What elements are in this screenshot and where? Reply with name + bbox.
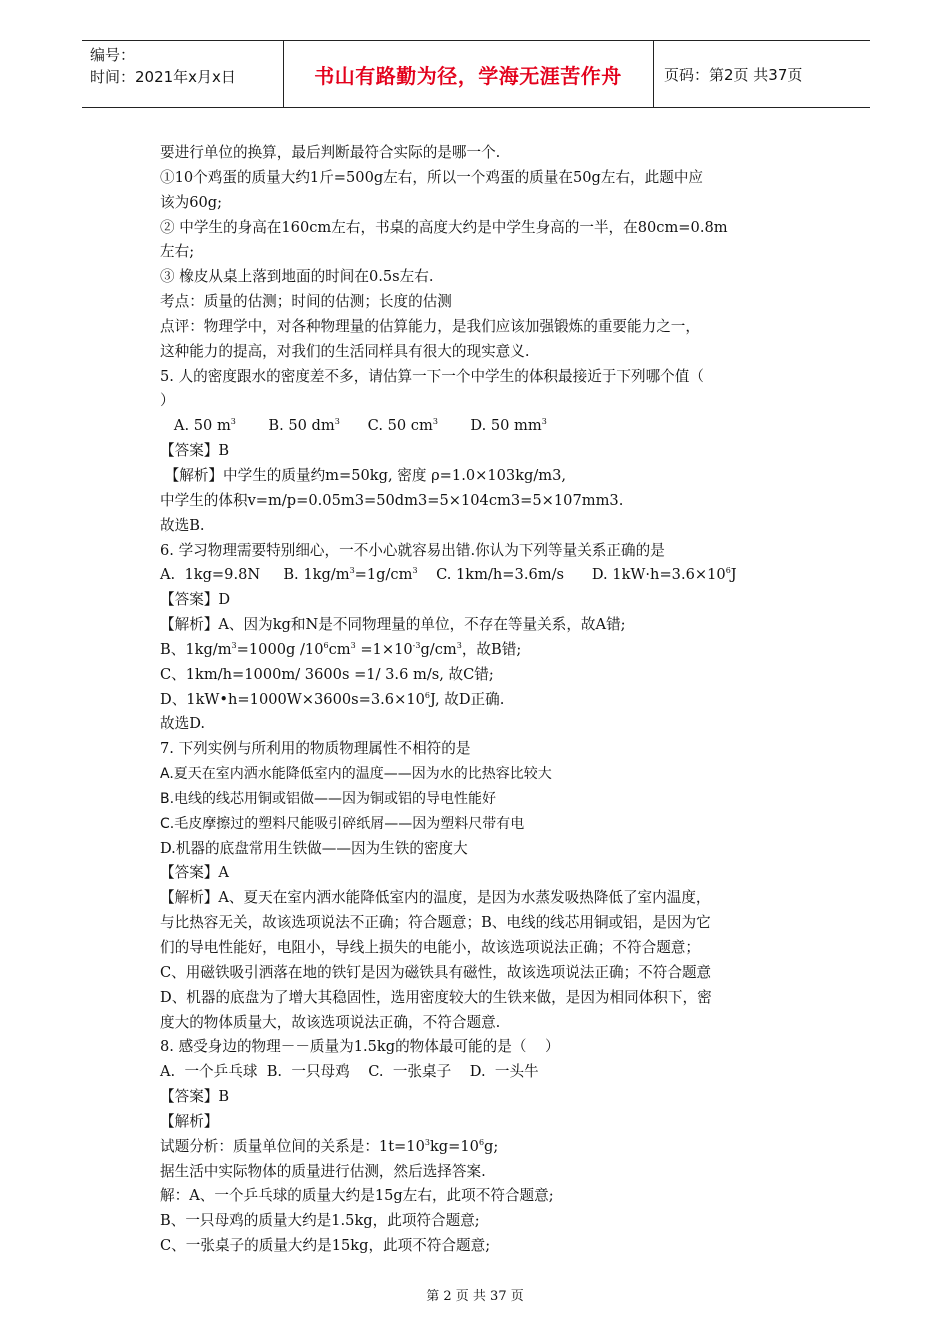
text-line: 【解析】中学生的质量约m=50kg, 密度 ρ=1.0×103kg/m3, [160, 466, 567, 484]
superscript: 6 [725, 566, 731, 576]
text-line: 度大的物体质量大，故该选项说法正确，不符合题意. [160, 1013, 501, 1031]
text-line: 【解析】A、因为kg和N是不同物理量的单位，不存在等量关系，故A错; [160, 616, 626, 634]
text-line: 7. 下列实例与所利用的物质物理属性不相符的是 [160, 740, 471, 758]
superscript: 3 [349, 566, 355, 576]
superscript: 3 [412, 566, 418, 576]
superscript: 3 [334, 417, 340, 427]
text-line: 【答案】B [160, 1088, 230, 1106]
text-line: A.夏天在室内洒水能降低室内的温度——因为水的比热容比较大 [160, 766, 552, 783]
text-line: 【答案】B [160, 442, 230, 460]
text-line: B.电线的线芯用铜或铝做——因为铜或铝的导电性能好 [160, 790, 497, 807]
text-line: 要进行单位的换算，最后判断最符合实际的是哪一个. [160, 144, 501, 161]
header-page-label: 页码：第2页 共37页 [664, 66, 803, 84]
text-line: 【解析】 [160, 1112, 219, 1130]
superscript: 3 [230, 417, 236, 427]
text-line: A. 一个乒乓球 B. 一只母鸡 C. 一张桌子 D. 一头牛 [160, 1063, 539, 1081]
text-line: C、1km/h=1000m/ 3600s =1/ 3.6 m/s, 故C错; [160, 665, 494, 683]
document-body [160, 141, 800, 1259]
text-line: 故选B. [160, 516, 205, 534]
text-line: 们的导电性能好，电阻小，导线上损失的电能小，故该选项说法正确；不符合题意； [160, 939, 700, 956]
text-line: A. 1kg=9.8N B. $1kg/m^3=1g/cm^3$ C. 1km/h=3.6m/s D. $1kW\cdot h=3.6\times 10^6J$ [160, 566, 737, 584]
text-line: 左右; [160, 243, 195, 261]
time-label: 时间：2021年x月x日 [90, 68, 236, 86]
text-line: 【答案】A [160, 864, 229, 882]
text-line: 与比热容无关，故该选项说法不正确；符合题意；B、电线的线芯用铜或铝，是因为它 [160, 914, 711, 932]
superscript: 6 [323, 640, 329, 650]
text-line: 这种能力的提高，对我们的生活同样具有很大的现实意义. [160, 342, 530, 360]
header-motto: 书山有路勤为径，学海无涯苦作舟 [314, 63, 622, 88]
superscript: 3 [541, 417, 547, 427]
superscript: 3 [350, 640, 356, 650]
text-line: B、一只母鸡的质量大约是1.5kg，此项符合题意; [160, 1212, 480, 1230]
text-line: 8. 感受身边的物理－－质量为1.5kg的物体最可能的是（ ） [160, 1038, 560, 1056]
text-line: A. 50 $m^3$ B. 50 $dm^3$ C. 50 $cm^3$ D. 50 $mm^3$ [160, 417, 547, 435]
text-line: ①10个鸡蛋的质量大约1斤=500g左右，所以一个鸡蛋的质量在50g左右，此题中应 [160, 168, 704, 186]
text-line: D、机器的底盘为了增大其稳固性，选用密度较大的生铁来做，是因为相同体积下，密 [160, 988, 712, 1006]
text-line: 6. 学习物理需要特别细心，一不小心就容易出错.你认为下列等量关系正确的是 [160, 541, 665, 559]
text-line: 【解析】A、夏天在室内洒水能降低室内的温度，是因为水蒸发吸热降低了室内温度， [160, 889, 711, 907]
text-line: C、一张桌子的质量大约是15kg，此项不符合题意; [160, 1237, 491, 1255]
page-footer: 第 2 页 共 37 页 [426, 1289, 524, 1304]
superscript: 6 [478, 1137, 485, 1147]
text-line: ③ 橡皮从桌上落到地面的时间在0.5s左右. [160, 268, 434, 286]
superscript: 6 [424, 690, 430, 700]
text-line: C、用磁铁吸引洒落在地的铁钉是因为磁铁具有磁性，故该选项说法正确；不符合题意 [160, 963, 712, 981]
superscript: 3 [432, 417, 438, 427]
text-line: ② 中学生的身高在160cm左右，书桌的高度大约是中学生身高的一半，在80cm=0.8m [160, 218, 728, 236]
header-left-cell [90, 44, 236, 88]
text-line: 考点：质量的估测；时间的估测；长度的估测 [160, 293, 452, 311]
superscript: 3 [231, 640, 237, 650]
text-line: 5. 人的密度跟水的密度差不多，请估算一下一个中学生的体积最接近于下列哪个值（ [160, 367, 704, 385]
text-line: 解：A、一个乒乓球的质量大约是15g左右，此项不符合题意; [160, 1187, 554, 1205]
text-line: 中学生的体积v=m/p=0.05m3=50dm3=5×104cm3=5×107mm3. [160, 491, 624, 509]
text-line: 【答案】D [160, 591, 231, 609]
superscript: 3 [456, 640, 462, 650]
text-line: B、$1kg/m^3=1000g$ $/10^6cm^3 =1\times 10^{-3}g/cm^3$，故B错; [160, 640, 522, 658]
superscript: 3 [424, 1137, 430, 1147]
text-line: 点评：物理学中，对各种物理量的估算能力，是我们应该加强锻炼的重要能力之一， [160, 317, 700, 335]
text-line: D.机器的底盘常用生铁做——因为生铁的密度大 [160, 839, 468, 857]
text-line: C.毛皮摩擦过的塑料尺能吸引碎纸屑——因为塑料尺带有电 [160, 815, 525, 832]
text-line: 该为60g; [160, 193, 223, 211]
header-bottom-rule [82, 107, 870, 108]
text-line: 试题分析：质量单位间的关系是：$1t=10^3kg=10^6g$; [160, 1137, 499, 1155]
text-line: 故选D. [160, 715, 206, 733]
number-label: 编号： [90, 46, 136, 64]
text-line: 据生活中实际物体的质量进行估测，然后选择答案. [160, 1162, 486, 1180]
text-line: ） [160, 392, 175, 410]
text-line: D、$1kW•h=1000W\times 3600s=3.6\times 10^6J$, 故D正确. [160, 690, 505, 708]
superscript: -3 [412, 640, 421, 650]
header-divider-right [653, 41, 654, 107]
